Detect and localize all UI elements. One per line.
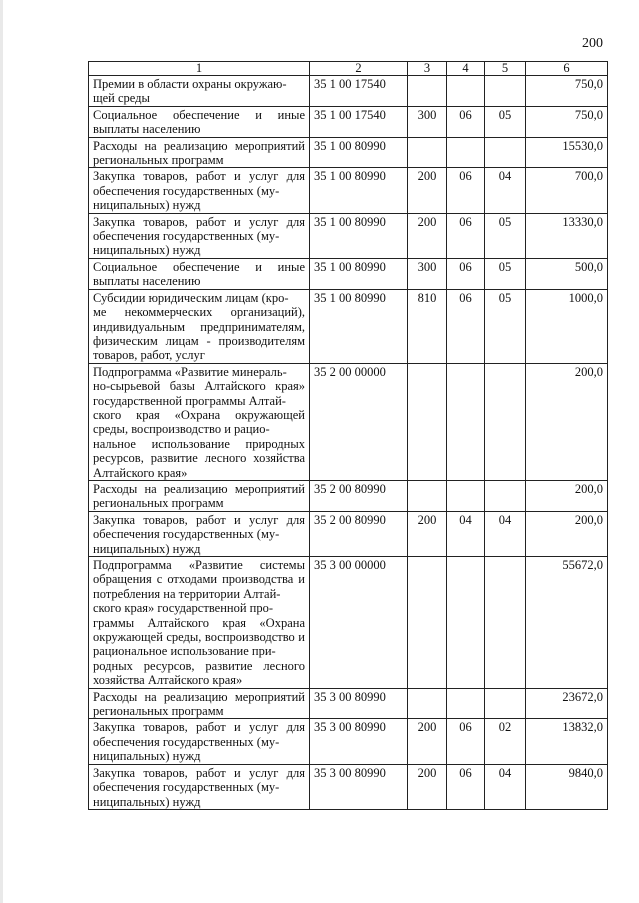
row-name-cell: Расходы на реализацию мероприятий региональных программ <box>89 137 310 168</box>
row-subsection-cell: 05 <box>485 106 526 137</box>
row-code-cell: 35 3 00 80990 <box>310 764 408 809</box>
row-expense-type-cell: 810 <box>408 289 447 363</box>
table-row <box>89 480 608 511</box>
row-section-cell: 06 <box>447 168 485 213</box>
row-section-cell <box>447 688 485 719</box>
row-expense-type-cell <box>408 76 447 107</box>
row-subsection-cell <box>485 557 526 689</box>
row-code-cell: 35 1 00 80990 <box>310 168 408 213</box>
table-header <box>89 62 608 76</box>
row-name-cell: Субсидии юридическим лицам (кро- ме некоммерческих организаций), индивидуальным предпринимателям, физическим лицам - производителям товаров, работ, услуг <box>89 289 310 363</box>
row-subsection-cell <box>485 480 526 511</box>
budget-table <box>88 61 608 810</box>
row-expense-type-cell: 200 <box>408 168 447 213</box>
row-name-cell: Подпрограмма «Развитие системы обращения с отходами производства и потребления на территории Алтай- ского края» государственной про- граммы Алтайского края «Охрана окружающей среды, воспроизводство и рациональное использование при- родных ресурсов, развитие лесного хозяйства Алтайского края» <box>89 557 310 689</box>
row-code-cell: 35 3 00 80990 <box>310 719 408 764</box>
header-col-5: 5 <box>485 62 526 76</box>
row-subsection-cell <box>485 137 526 168</box>
row-amount-cell: 750,0 <box>526 76 608 107</box>
row-code-cell: 35 1 00 17540 <box>310 106 408 137</box>
row-expense-type-cell <box>408 137 447 168</box>
table-row <box>89 511 608 556</box>
row-amount-cell: 750,0 <box>526 106 608 137</box>
row-name-cell: Закупка товаров, работ и услуг для обеспечения государственных (му- ниципальных) нужд <box>89 764 310 809</box>
row-name-cell: Социальное обеспечение и иные выплаты населению <box>89 258 310 289</box>
row-amount-cell: 13330,0 <box>526 213 608 258</box>
header-row <box>89 62 608 76</box>
row-expense-type-cell: 300 <box>408 258 447 289</box>
row-amount-cell: 500,0 <box>526 258 608 289</box>
header-col-3: 3 <box>408 62 447 76</box>
table-row <box>89 76 608 107</box>
row-section-cell <box>447 363 485 480</box>
row-section-cell: 04 <box>447 511 485 556</box>
row-code-cell: 35 1 00 80990 <box>310 213 408 258</box>
table-row <box>89 137 608 168</box>
row-code-cell: 35 2 00 80990 <box>310 480 408 511</box>
scan-edge <box>0 0 3 903</box>
row-code-cell: 35 1 00 80990 <box>310 289 408 363</box>
row-name-cell: Закупка товаров, работ и услуг для обеспечения государственных (му- ниципальных) нужд <box>89 213 310 258</box>
row-section-cell <box>447 557 485 689</box>
row-subsection-cell: 04 <box>485 764 526 809</box>
row-subsection-cell: 05 <box>485 213 526 258</box>
row-name-cell: Расходы на реализацию мероприятий региональных программ <box>89 688 310 719</box>
row-name-cell: Расходы на реализацию мероприятий региональных программ <box>89 480 310 511</box>
row-subsection-cell: 02 <box>485 719 526 764</box>
row-expense-type-cell: 200 <box>408 213 447 258</box>
header-col-1: 1 <box>89 62 310 76</box>
row-code-cell: 35 1 00 80990 <box>310 137 408 168</box>
table-row <box>89 289 608 363</box>
row-subsection-cell: 04 <box>485 511 526 556</box>
header-col-6: 6 <box>526 62 608 76</box>
table-row <box>89 168 608 213</box>
row-section-cell: 06 <box>447 719 485 764</box>
row-name-cell: Закупка товаров, работ и услуг для обеспечения государственных (му- ниципальных) нужд <box>89 168 310 213</box>
row-section-cell <box>447 76 485 107</box>
row-code-cell: 35 1 00 80990 <box>310 258 408 289</box>
row-section-cell: 06 <box>447 764 485 809</box>
table-row <box>89 213 608 258</box>
table-row <box>89 719 608 764</box>
row-amount-cell: 200,0 <box>526 511 608 556</box>
row-amount-cell: 200,0 <box>526 480 608 511</box>
row-amount-cell: 15530,0 <box>526 137 608 168</box>
row-section-cell: 06 <box>447 106 485 137</box>
row-expense-type-cell: 200 <box>408 719 447 764</box>
header-col-2: 2 <box>310 62 408 76</box>
table-row <box>89 258 608 289</box>
row-name-cell: Закупка товаров, работ и услуг для обеспечения государственных (му- ниципальных) нужд <box>89 511 310 556</box>
table-row <box>89 106 608 137</box>
row-expense-type-cell: 200 <box>408 511 447 556</box>
row-subsection-cell: 05 <box>485 289 526 363</box>
table-row <box>89 363 608 480</box>
row-subsection-cell: 05 <box>485 258 526 289</box>
row-expense-type-cell <box>408 557 447 689</box>
row-amount-cell: 200,0 <box>526 363 608 480</box>
row-amount-cell: 9840,0 <box>526 764 608 809</box>
row-amount-cell: 700,0 <box>526 168 608 213</box>
row-code-cell: 35 2 00 00000 <box>310 363 408 480</box>
row-code-cell: 35 3 00 80990 <box>310 688 408 719</box>
row-code-cell: 35 3 00 00000 <box>310 557 408 689</box>
row-code-cell: 35 2 00 80990 <box>310 511 408 556</box>
header-col-4: 4 <box>447 62 485 76</box>
page-number: 200 <box>582 36 603 51</box>
row-name-cell: Премии в области охраны окружаю- щей среды <box>89 76 310 107</box>
row-amount-cell: 1000,0 <box>526 289 608 363</box>
row-section-cell: 06 <box>447 258 485 289</box>
table-row <box>89 688 608 719</box>
row-expense-type-cell <box>408 688 447 719</box>
table-row <box>89 764 608 809</box>
row-section-cell: 06 <box>447 289 485 363</box>
row-expense-type-cell: 300 <box>408 106 447 137</box>
table-row <box>89 557 608 689</box>
row-name-cell: Закупка товаров, работ и услуг для обеспечения государственных (му- ниципальных) нужд <box>89 719 310 764</box>
row-section-cell <box>447 137 485 168</box>
row-expense-type-cell <box>408 480 447 511</box>
row-section-cell <box>447 480 485 511</box>
row-amount-cell: 23672,0 <box>526 688 608 719</box>
row-subsection-cell <box>485 76 526 107</box>
row-subsection-cell: 04 <box>485 168 526 213</box>
row-expense-type-cell <box>408 363 447 480</box>
row-section-cell: 06 <box>447 213 485 258</box>
row-code-cell: 35 1 00 17540 <box>310 76 408 107</box>
row-expense-type-cell: 200 <box>408 764 447 809</box>
row-name-cell: Социальное обеспечение и иные выплаты населению <box>89 106 310 137</box>
table-body <box>89 76 608 810</box>
row-amount-cell: 13832,0 <box>526 719 608 764</box>
row-amount-cell: 55672,0 <box>526 557 608 689</box>
row-name-cell: Подпрограмма «Развитие минераль- но-сырьевой базы Алтайского края» государственной программы Алтай- ского края «Охрана окружающей среды, воспроизводство и рацио- нальное использование природных ресурсов, развитие лесного хозяйства Алтайского края» <box>89 363 310 480</box>
row-subsection-cell <box>485 688 526 719</box>
row-subsection-cell <box>485 363 526 480</box>
